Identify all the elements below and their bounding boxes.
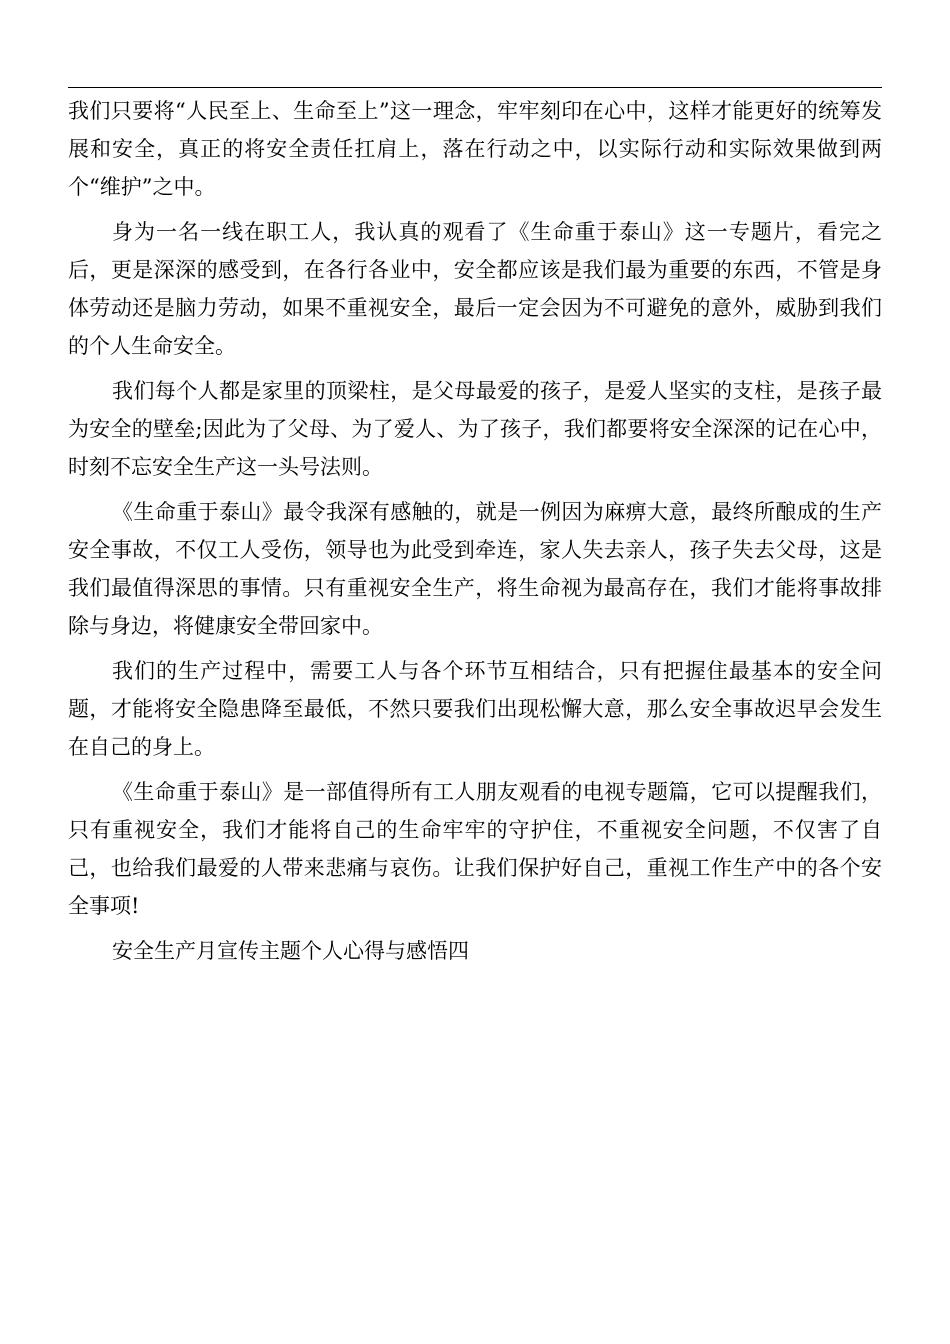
- paragraph-continuation: 我们只要将“人民至上、生命至上”这一理念，牢牢刻印在心中，这样才能更好的统筹发展和安全，真正的将安全责任扛肩上，落在行动之中，以实际行动和实际效果做到两个“维护”之中。: [68, 99, 882, 199]
- header-rule: [68, 87, 882, 88]
- paragraph: 我们的生产过程中，需要工人与各个环节互相结合，只有把握住最基本的安全问题，才能将安全隐患降至最低，不然只要我们出现松懈大意，那么安全事故迟早会发生在自己的身上。: [68, 659, 882, 759]
- paragraph: 《生命重于泰山》最令我深有感触的，就是一例因为麻痹大意，最终所酿成的生产安全事故，不仅工人受伤，领导也为此受到牵连，家人失去亲人，孩子失去父母，这是我们最值得深思的事情。只有重视安全生产，将生命视为最高存在，我们才能将事故排除与身边，将健康安全带回家中。: [68, 500, 882, 638]
- paragraph: 身为一名一线在职工人，我认真的观看了《生命重于泰山》这一专题片，看完之后，更是深深的感受到，在各行各业中，安全都应该是我们最为重要的东西，不管是身体劳动还是脑力劳动，如果不重视安全，最后一定会因为不可避免的意外，威胁到我们的个人生命安全。: [68, 220, 882, 358]
- paragraph: 《生命重于泰山》是一部值得所有工人朋友观看的电视专题篇，它可以提醒我们，只有重视安全，我们才能将自己的生命牢牢的守护住，不重视安全问题，不仅害了自己，也给我们最爱的人带来悲痛与哀伤。让我们保护好自己，重视工作生产中的各个安全事项!: [68, 780, 882, 918]
- paragraph: 我们每个人都是家里的顶梁柱，是父母最爱的孩子，是爱人坚实的支柱，是孩子最为安全的壁垒;因此为了父母、为了爱人、为了孩子，我们都要将安全深深的记在心中，时刻不忘安全生产这一头号法则。: [68, 379, 882, 479]
- section-heading: 安全生产月宣传主题个人心得与感悟四: [112, 939, 469, 963]
- document-body: [68, 92, 882, 977]
